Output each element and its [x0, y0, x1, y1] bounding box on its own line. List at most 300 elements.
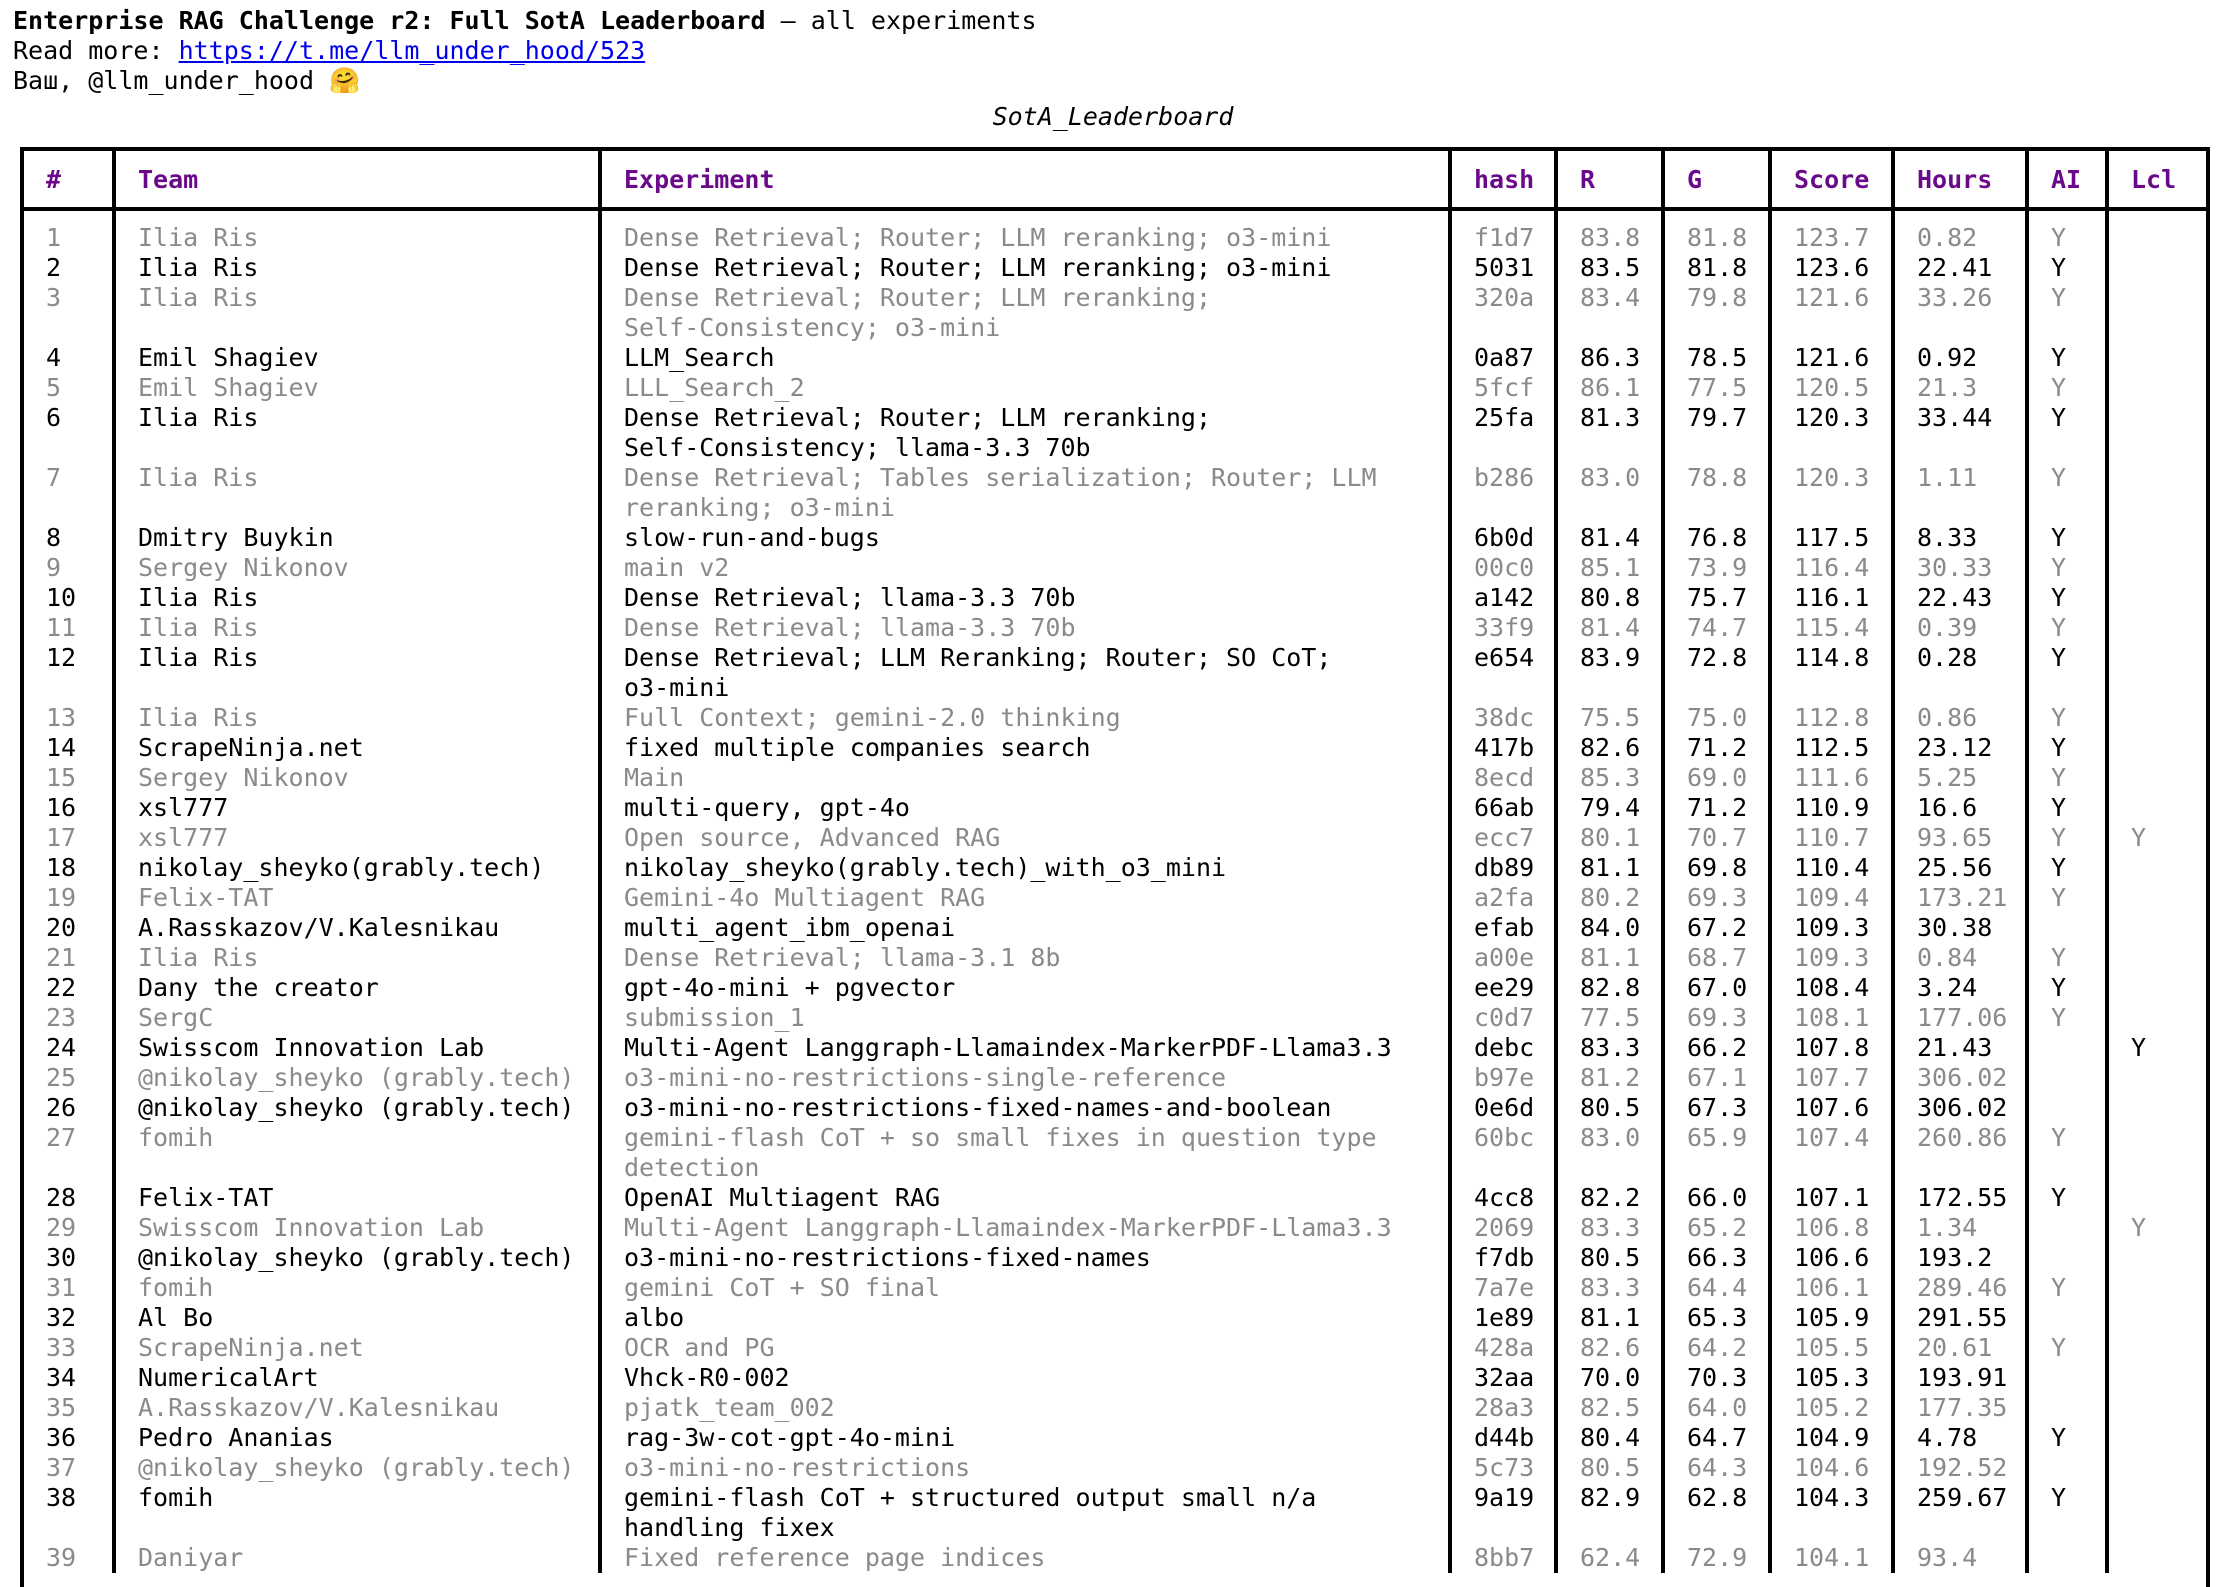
cell-r: 83.3: [1556, 1273, 1663, 1303]
cell-g: 72.9: [1663, 1543, 1770, 1573]
cell-hours: 0.82: [1893, 209, 2027, 253]
col-ai[interactable]: AI: [2027, 151, 2107, 209]
cell-hash: 00c0: [1450, 553, 1556, 583]
cell-ai: Y: [2027, 1123, 2107, 1183]
table-row: [24, 553, 2206, 583]
cell-hash: 5fcf: [1450, 373, 1556, 403]
cell-r: 83.4: [1556, 283, 1663, 343]
cell-lcl: [2107, 463, 2206, 523]
cell-score: 104.1: [1770, 1543, 1893, 1573]
cell-experiment: LLM_Search: [600, 343, 1450, 373]
cell-score: 111.6: [1770, 763, 1893, 793]
cell-g: 76.8: [1663, 523, 1770, 553]
cell-team: A.Rasskazov/V.Kalesnikau: [114, 913, 600, 943]
cell-score: 108.4: [1770, 973, 1893, 1003]
cell-g: 66.2: [1663, 1033, 1770, 1063]
cell-ai: Y: [2027, 463, 2107, 523]
cell-lcl: [2107, 1423, 2206, 1453]
read-more-line: [13, 36, 1037, 66]
cell-hours: 33.26: [1893, 283, 2027, 343]
cell-hours: 30.38: [1893, 913, 2027, 943]
cell-g: 69.8: [1663, 853, 1770, 883]
signature: Ваш, @llm_under_hood 🤗: [13, 66, 361, 95]
cell-ai: Y: [2027, 703, 2107, 733]
cell-team: @nikolay_sheyko (grably.tech): [114, 1093, 600, 1123]
cell-team: Swisscom Innovation Lab: [114, 1213, 600, 1243]
cell-team: Emil Shagiev: [114, 343, 600, 373]
cell-team: Daniyar: [114, 1543, 600, 1573]
cell-hash: a142: [1450, 583, 1556, 613]
cell-score: 115.4: [1770, 613, 1893, 643]
cell-experiment: gemini-flash CoT + structured output small n/a handling fixex: [600, 1483, 1450, 1543]
col-score[interactable]: Score: [1770, 151, 1893, 209]
cell-lcl: Y: [2131, 823, 2147, 852]
cell-rank: 30: [24, 1243, 114, 1273]
cell-lcl: [2107, 283, 2206, 343]
cell-ai: [2027, 913, 2107, 943]
cell-hash: a00e: [1450, 943, 1556, 973]
cell-team: Dany the creator: [114, 973, 600, 1003]
cell-ai: [2027, 1063, 2107, 1093]
cell-r: 77.5: [1556, 1003, 1663, 1033]
cell-team: Ilia Ris: [114, 283, 600, 343]
col-hours[interactable]: Hours: [1893, 151, 2027, 209]
cell-hash: 0a87: [1450, 343, 1556, 373]
cell-score: 116.1: [1770, 583, 1893, 613]
cell-score: 120.5: [1770, 373, 1893, 403]
cell-ai: Y: [2027, 613, 2107, 643]
read-more-link[interactable]: https://t.me/llm_under_hood/523: [178, 36, 646, 65]
cell-r: 80.5: [1556, 1453, 1663, 1483]
cell-r: 62.4: [1556, 1543, 1663, 1573]
cell-lcl: [2107, 973, 2206, 1003]
cell-experiment: nikolay_sheyko(grably.tech)_with_o3_mini: [600, 853, 1450, 883]
cell-team: SergC: [114, 1003, 600, 1033]
cell-experiment: o3-mini-no-restrictions-fixed-names: [600, 1243, 1450, 1273]
table-row: [24, 1123, 2206, 1183]
cell-ai: Y: [2027, 733, 2107, 763]
table-row: [24, 253, 2206, 283]
cell-g: 67.0: [1663, 973, 1770, 1003]
cell-ai: Y: [2027, 253, 2107, 283]
cell-lcl: [2107, 1333, 2206, 1363]
cell-hours: 25.56: [1893, 853, 2027, 883]
table-row: [24, 1243, 2206, 1273]
cell-lcl: [2107, 1183, 2206, 1213]
table-row: [24, 1213, 2206, 1243]
cell-score: 112.5: [1770, 733, 1893, 763]
cell-team: nikolay_sheyko(grably.tech): [114, 853, 600, 883]
cell-hash: b97e: [1450, 1063, 1556, 1093]
cell-hash: 8ecd: [1450, 763, 1556, 793]
cell-team: fomih: [114, 1483, 600, 1543]
cell-hash: 417b: [1450, 733, 1556, 763]
cell-hash: 25fa: [1450, 403, 1556, 463]
cell-experiment: Dense Retrieval; llama-3.3 70b: [600, 583, 1450, 613]
col-team[interactable]: Team: [114, 151, 600, 209]
cell-experiment: fixed multiple companies search: [600, 733, 1450, 763]
cell-ai: Y: [2027, 793, 2107, 823]
cell-hash: 38dc: [1450, 703, 1556, 733]
cell-ai: Y: [2027, 853, 2107, 883]
table-row: [24, 913, 2206, 943]
cell-score: 117.5: [1770, 523, 1893, 553]
cell-score: 116.4: [1770, 553, 1893, 583]
page-title: Enterprise RAG Challenge r2: Full SotA Leaderboard: [13, 6, 766, 35]
cell-hash: 28a3: [1450, 1393, 1556, 1423]
cell-hash: f1d7: [1450, 209, 1556, 253]
cell-lcl: [2107, 943, 2206, 973]
cell-experiment: Dense Retrieval; Router; LLM reranking; Self-Consistency; llama-3.3 70b: [600, 403, 1450, 463]
cell-experiment: Gemini-4o Multiagent RAG: [600, 883, 1450, 913]
cell-hash: efab: [1450, 913, 1556, 943]
cell-team: ScrapeNinja.net: [114, 1333, 600, 1363]
cell-g: 77.5: [1663, 373, 1770, 403]
cell-experiment: LLL_Search_2: [600, 373, 1450, 403]
cell-rank: 4: [24, 343, 114, 373]
cell-r: 81.1: [1556, 943, 1663, 973]
cell-hash: ecc7: [1450, 823, 1556, 853]
cell-r: 83.3: [1556, 1213, 1663, 1243]
cell-team: Ilia Ris: [114, 613, 600, 643]
cell-team: ScrapeNinja.net: [114, 733, 600, 763]
cell-score: 104.6: [1770, 1453, 1893, 1483]
cell-g: 73.9: [1663, 553, 1770, 583]
col-r[interactable]: R: [1556, 151, 1663, 209]
cell-score: 104.3: [1770, 1483, 1893, 1543]
cell-score: 110.7: [1770, 823, 1893, 853]
cell-hash: 60bc: [1450, 1123, 1556, 1183]
cell-rank: 23: [24, 1003, 114, 1033]
cell-hash: debc: [1450, 1033, 1556, 1063]
cell-team: Swisscom Innovation Lab: [114, 1033, 600, 1063]
cell-experiment: Dense Retrieval; llama-3.1 8b: [600, 943, 1450, 973]
cell-rank: 17: [24, 823, 114, 853]
cell-experiment: o3-mini-no-restrictions-fixed-names-and-boolean: [600, 1093, 1450, 1123]
read-more-label: Read more:: [13, 36, 179, 65]
cell-g: 71.2: [1663, 793, 1770, 823]
cell-hours: 0.86: [1893, 703, 2027, 733]
cell-hours: 8.33: [1893, 523, 2027, 553]
table-row: [24, 943, 2206, 973]
cell-hours: 16.6: [1893, 793, 2027, 823]
cell-hours: 193.91: [1893, 1363, 2027, 1393]
cell-rank: 2: [24, 253, 114, 283]
cell-lcl: [2107, 253, 2206, 283]
cell-experiment: multi-query, gpt-4o: [600, 793, 1450, 823]
cell-r: 82.5: [1556, 1393, 1663, 1423]
cell-rank: 5: [24, 373, 114, 403]
cell-rank: 24: [24, 1033, 114, 1063]
cell-r: 83.3: [1556, 1033, 1663, 1063]
cell-experiment: Dense Retrieval; llama-3.3 70b: [600, 613, 1450, 643]
cell-rank: 33: [24, 1333, 114, 1363]
cell-lcl: [2107, 1303, 2206, 1333]
cell-hash: 5031: [1450, 253, 1556, 283]
cell-r: 83.0: [1556, 463, 1663, 523]
table-row: [24, 1273, 2206, 1303]
cell-rank: 34: [24, 1363, 114, 1393]
table-row: [24, 823, 2206, 853]
cell-lcl: [2107, 1093, 2206, 1123]
cell-hash: 4cc8: [1450, 1183, 1556, 1213]
cell-experiment: gpt-4o-mini + pgvector: [600, 973, 1450, 1003]
cell-ai: Y: [2027, 1183, 2107, 1213]
cell-experiment: main v2: [600, 553, 1450, 583]
table-row: [24, 613, 2206, 643]
cell-rank: 9: [24, 553, 114, 583]
cell-team: xsl777: [114, 793, 600, 823]
cell-hours: 22.43: [1893, 583, 2027, 613]
cell-hash: 0e6d: [1450, 1093, 1556, 1123]
cell-r: 82.6: [1556, 733, 1663, 763]
cell-g: 64.4: [1663, 1273, 1770, 1303]
cell-g: 75.0: [1663, 703, 1770, 733]
cell-experiment: slow-run-and-bugs: [600, 523, 1450, 553]
cell-rank: 16: [24, 793, 114, 823]
cell-score: 105.3: [1770, 1363, 1893, 1393]
cell-ai: Y: [2027, 883, 2107, 913]
cell-hash: d44b: [1450, 1423, 1556, 1453]
cell-hours: 4.78: [1893, 1423, 2027, 1453]
cell-score: 105.5: [1770, 1333, 1893, 1363]
cell-ai: Y: [2027, 373, 2107, 403]
cell-hash: 1e89: [1450, 1303, 1556, 1333]
cell-score: 107.8: [1770, 1033, 1893, 1063]
cell-experiment: Dense Retrieval; Router; LLM reranking; o3-mini: [600, 253, 1450, 283]
cell-lcl: [2107, 793, 2206, 823]
cell-score: 106.1: [1770, 1273, 1893, 1303]
cell-g: 64.0: [1663, 1393, 1770, 1423]
cell-score: 110.4: [1770, 853, 1893, 883]
cell-ai: Y: [2027, 643, 2107, 703]
cell-score: 109.3: [1770, 943, 1893, 973]
col-hash[interactable]: hash: [1450, 151, 1556, 209]
cell-ai: Y: [2027, 1333, 2107, 1363]
cell-r: 83.9: [1556, 643, 1663, 703]
cell-hours: 173.21: [1893, 883, 2027, 913]
cell-r: 81.2: [1556, 1063, 1663, 1093]
cell-score: 106.8: [1770, 1213, 1893, 1243]
cell-lcl: [2107, 523, 2206, 553]
cell-score: 105.9: [1770, 1303, 1893, 1333]
table-row: [24, 403, 2206, 463]
table-row: [24, 1003, 2206, 1033]
cell-hours: 260.86: [1893, 1123, 2027, 1183]
cell-hours: 20.61: [1893, 1333, 2027, 1363]
cell-g: 75.7: [1663, 583, 1770, 613]
cell-lcl: [2107, 1393, 2206, 1423]
cell-rank: 12: [24, 643, 114, 703]
table-row: [24, 1393, 2206, 1423]
cell-hash: 9a19: [1450, 1483, 1556, 1543]
header-row: [24, 151, 2206, 209]
cell-experiment: multi_agent_ibm_openai: [600, 913, 1450, 943]
cell-hours: 21.3: [1893, 373, 2027, 403]
cell-r: 83.5: [1556, 253, 1663, 283]
cell-g: 66.0: [1663, 1183, 1770, 1213]
table-row: [24, 1363, 2206, 1393]
cell-team: Felix-TAT: [114, 883, 600, 913]
cell-ai: Y: [2027, 209, 2107, 253]
cell-rank: 19: [24, 883, 114, 913]
cell-r: 80.1: [1556, 823, 1663, 853]
cell-hours: 22.41: [1893, 253, 2027, 283]
cell-hash: e654: [1450, 643, 1556, 703]
cell-ai: Y: [2027, 1483, 2107, 1543]
cell-hours: 306.02: [1893, 1063, 2027, 1093]
cell-r: 70.0: [1556, 1363, 1663, 1393]
cell-ai: Y: [2027, 403, 2107, 463]
cell-team: NumericalArt: [114, 1363, 600, 1393]
cell-experiment: Multi-Agent Langgraph-Llamaindex-MarkerPDF-Llama3.3: [600, 1033, 1450, 1063]
cell-experiment: Dense Retrieval; Router; LLM reranking; Self-Consistency; o3-mini: [600, 283, 1450, 343]
cell-team: @nikolay_sheyko (grably.tech): [114, 1063, 600, 1093]
cell-team: Emil Shagiev: [114, 373, 600, 403]
cell-ai: Y: [2027, 823, 2107, 853]
cell-hours: 1.11: [1893, 463, 2027, 523]
cell-experiment: OCR and PG: [600, 1333, 1450, 1363]
cell-experiment: gemini CoT + SO final: [600, 1273, 1450, 1303]
cell-hash: 8bb7: [1450, 1543, 1556, 1573]
table-row: [24, 1333, 2206, 1363]
cell-rank: 1: [24, 209, 114, 253]
cell-hours: 0.28: [1893, 643, 2027, 703]
table-row: [24, 643, 2206, 703]
cell-rank: 11: [24, 613, 114, 643]
cell-experiment: Multi-Agent Langgraph-Llamaindex-MarkerPDF-Llama3.3: [600, 1213, 1450, 1243]
cell-ai: [2027, 1303, 2107, 1333]
table-row: [24, 793, 2206, 823]
cell-rank: 13: [24, 703, 114, 733]
cell-team: xsl777: [114, 823, 600, 853]
cell-rank: 18: [24, 853, 114, 883]
cell-experiment: Open source, Advanced RAG: [600, 823, 1450, 853]
cell-experiment: Main: [600, 763, 1450, 793]
cell-lcl: [2107, 733, 2206, 763]
cell-ai: Y: [2027, 523, 2107, 553]
table-row: [24, 283, 2206, 343]
cell-team: @nikolay_sheyko (grably.tech): [114, 1453, 600, 1483]
cell-hours: 192.52: [1893, 1453, 2027, 1483]
cell-hours: 0.92: [1893, 343, 2027, 373]
cell-hours: 93.65: [1893, 823, 2027, 853]
table-row: [24, 1303, 2206, 1333]
cell-g: 65.3: [1663, 1303, 1770, 1333]
cell-r: 81.4: [1556, 613, 1663, 643]
table-row: [24, 523, 2206, 553]
cell-lcl: Y: [2131, 1033, 2147, 1062]
cell-hours: 259.67: [1893, 1483, 2027, 1543]
cell-r: 82.9: [1556, 1483, 1663, 1543]
table-row: [24, 1543, 2206, 1573]
cell-experiment: o3-mini-no-restrictions-single-reference: [600, 1063, 1450, 1093]
table-row: [24, 703, 2206, 733]
cell-score: 107.7: [1770, 1063, 1893, 1093]
cell-hours: 177.06: [1893, 1003, 2027, 1033]
cell-team: Ilia Ris: [114, 703, 600, 733]
cell-team: Ilia Ris: [114, 583, 600, 613]
cell-rank: 32: [24, 1303, 114, 1333]
cell-hours: 291.55: [1893, 1303, 2027, 1333]
cell-experiment: Dense Retrieval; Tables serialization; Router; LLM reranking; o3-mini: [600, 463, 1450, 523]
cell-score: 110.9: [1770, 793, 1893, 823]
cell-g: 70.3: [1663, 1363, 1770, 1393]
cell-hash: f7db: [1450, 1243, 1556, 1273]
cell-rank: 21: [24, 943, 114, 973]
cell-ai: Y: [2027, 1423, 2107, 1453]
cell-r: 85.1: [1556, 553, 1663, 583]
title-suffix: – all experiments: [765, 6, 1037, 35]
cell-g: 66.3: [1663, 1243, 1770, 1273]
cell-g: 67.3: [1663, 1093, 1770, 1123]
cell-ai: [2027, 1453, 2107, 1483]
cell-ai: Y: [2027, 283, 2107, 343]
table-row: [24, 1033, 2206, 1063]
cell-experiment: albo: [600, 1303, 1450, 1333]
cell-experiment: o3-mini-no-restrictions: [600, 1453, 1450, 1483]
cell-rank: 36: [24, 1423, 114, 1453]
table-row: [24, 463, 2206, 523]
cell-g: 69.3: [1663, 883, 1770, 913]
cell-lcl: [2107, 1003, 2206, 1033]
cell-r: 86.1: [1556, 373, 1663, 403]
cell-hours: 21.43: [1893, 1033, 2027, 1063]
cell-r: 86.3: [1556, 343, 1663, 373]
cell-lcl: [2107, 883, 2206, 913]
cell-r: 80.5: [1556, 1243, 1663, 1273]
cell-team: Sergey Nikonov: [114, 553, 600, 583]
cell-lcl: [2107, 763, 2206, 793]
cell-g: 79.7: [1663, 403, 1770, 463]
cell-experiment: gemini-flash CoT + so small fixes in question type detection: [600, 1123, 1450, 1183]
cell-rank: 8: [24, 523, 114, 553]
cell-hash: db89: [1450, 853, 1556, 883]
cell-score: 104.9: [1770, 1423, 1893, 1453]
cell-rank: 15: [24, 763, 114, 793]
cell-hours: 93.4: [1893, 1543, 2027, 1573]
cell-rank: 28: [24, 1183, 114, 1213]
cell-lcl: [2107, 1243, 2206, 1273]
col-rank[interactable]: #: [24, 151, 114, 209]
cell-lcl: [2107, 343, 2206, 373]
cell-hash: 428a: [1450, 1333, 1556, 1363]
cell-team: Al Bo: [114, 1303, 600, 1333]
cell-r: 80.8: [1556, 583, 1663, 613]
cell-lcl: [2107, 613, 2206, 643]
cell-score: 121.6: [1770, 343, 1893, 373]
cell-g: 68.7: [1663, 943, 1770, 973]
cell-rank: 26: [24, 1093, 114, 1123]
cell-score: 123.7: [1770, 209, 1893, 253]
cell-hours: 30.33: [1893, 553, 2027, 583]
cell-hash: 2069: [1450, 1213, 1556, 1243]
table-row: [24, 853, 2206, 883]
col-experiment[interactable]: Experiment: [600, 151, 1450, 209]
cell-rank: 27: [24, 1123, 114, 1183]
col-lcl[interactable]: Lcl: [2107, 151, 2206, 209]
cell-g: 71.2: [1663, 733, 1770, 763]
cell-score: 106.6: [1770, 1243, 1893, 1273]
cell-hash: 7a7e: [1450, 1273, 1556, 1303]
table-row: [24, 883, 2206, 913]
cell-hours: 306.02: [1893, 1093, 2027, 1123]
cell-lcl: [2107, 703, 2206, 733]
col-g[interactable]: G: [1663, 151, 1770, 209]
cell-lcl: [2107, 853, 2206, 883]
table-body: [24, 209, 2206, 1573]
cell-rank: 10: [24, 583, 114, 613]
